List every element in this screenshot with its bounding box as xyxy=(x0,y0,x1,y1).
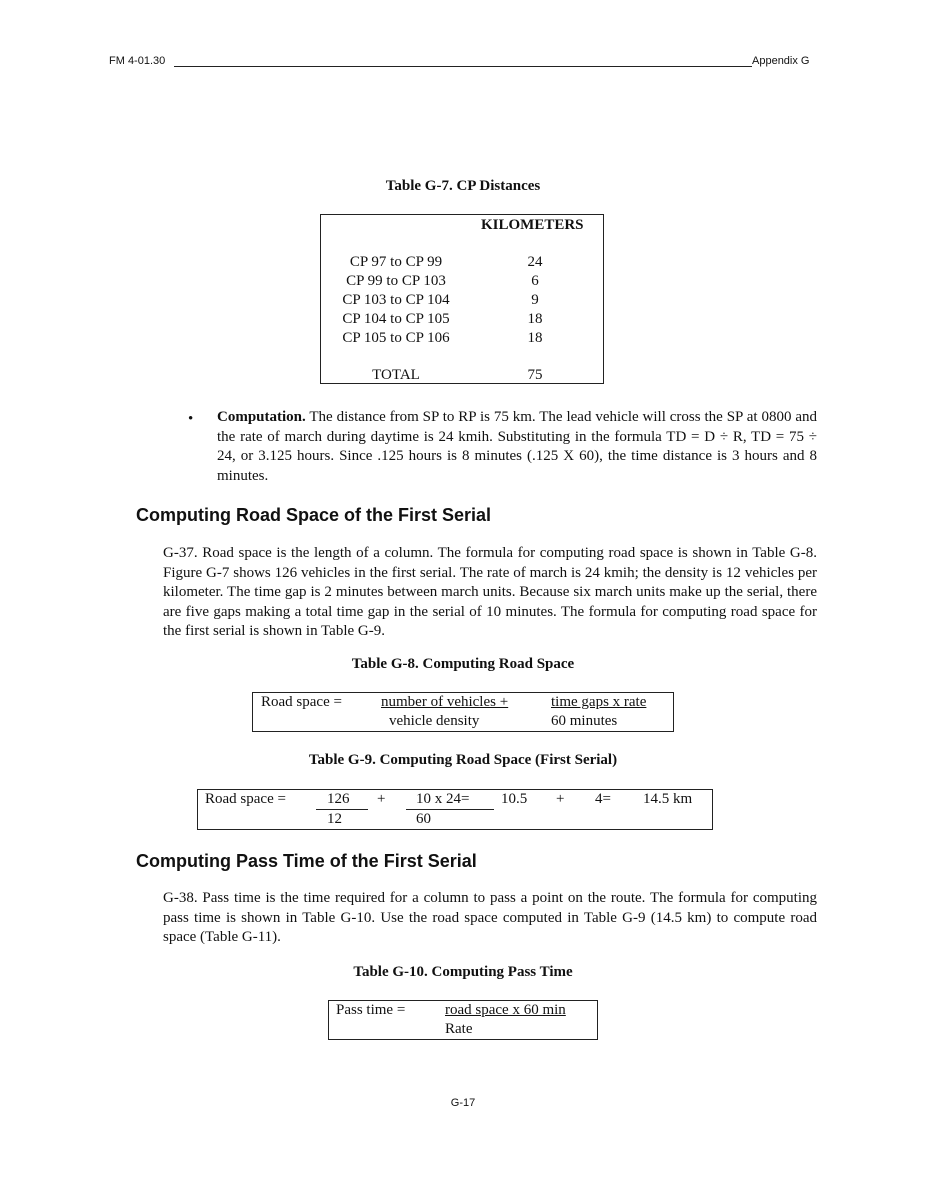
table-g8-caption: Table G-8. Computing Road Space xyxy=(351,656,575,672)
plus-sign: + xyxy=(377,791,386,807)
plus-sign: + xyxy=(556,791,565,807)
computation-label: Computation. xyxy=(217,409,306,425)
formula-result: 14.5 km xyxy=(643,791,693,807)
table-row xyxy=(321,330,603,349)
paragraph-g37: G-37. Road space is the length of a column. The formula for computing road space is shown in Table G-8. Figure G-7 shows 126 vehicles in the first serial. The rate of march is 24 kmih; the density is 12 vehicles per kilometer. The time gap is 2 minutes between march units. Because six march units make up the serial, there are five gaps making a total time gap in the serial of 10 minutes. The formula for computing road space for the first serial is shown in Table G-9. xyxy=(163,545,817,639)
fraction-denominator: vehicle density xyxy=(389,713,480,729)
header-appendix: Appendix G xyxy=(752,55,810,67)
fraction-denominator: 60 minutes xyxy=(551,713,618,729)
table-total-label: TOTAL xyxy=(372,367,420,383)
fraction-numerator: time gaps x rate xyxy=(551,694,647,710)
fraction-numerator: number of vehicles + xyxy=(381,694,509,710)
table-g7-caption: Table G-7. CP Distances xyxy=(385,178,541,194)
table-g10-formula-box xyxy=(328,1000,598,1040)
header-rule xyxy=(174,66,752,67)
table-g10-caption: Table G-10. Computing Pass Time xyxy=(353,964,573,980)
page-number: G-17 xyxy=(450,1097,476,1109)
fraction-numerator: 126 xyxy=(327,791,350,807)
table-row xyxy=(321,254,603,273)
computation-text: The distance from SP to RP is 75 km. The lead vehicle will cross the SP at 0800 and the rate of march during daytime is 24 kmih. Substituting in the formula TD = D ÷ R, TD = 75 ÷ 24, or 3.125 hours. Since .125 hours is 8 minutes (.125 X 60), the time distance is 3 hours and 8 minutes. xyxy=(217,409,817,484)
header-manual-id: FM 4-01.30 xyxy=(109,55,166,67)
fraction-bar xyxy=(406,809,494,810)
table-cell-segment: CP 103 to CP 104 xyxy=(342,292,450,308)
table-cell-km: 6 xyxy=(531,273,539,289)
bullet-marker: • xyxy=(188,411,194,427)
fraction-denominator: 12 xyxy=(327,811,342,827)
formula-label: Road space = xyxy=(261,694,342,710)
table-total-value: 75 xyxy=(527,367,543,383)
table-g8-formula-box xyxy=(252,692,674,732)
table-cell-segment: CP 99 to CP 103 xyxy=(346,273,446,289)
formula-label: Pass time = xyxy=(336,1002,406,1018)
section-heading-pass-time: Computing Pass Time of the First Serial xyxy=(136,851,477,871)
intermediate-value: 10.5 xyxy=(501,791,528,807)
table-row xyxy=(321,273,603,292)
table-g9-formula-box xyxy=(197,789,713,830)
table-row xyxy=(321,292,603,311)
table-cell-km: 18 xyxy=(527,311,543,327)
table-cell-km: 9 xyxy=(531,292,539,308)
table-cell-segment: CP 97 to CP 99 xyxy=(349,254,443,270)
intermediate-value: 4= xyxy=(595,791,611,807)
table-total-row xyxy=(321,367,603,386)
table-g9-caption: Table G-9. Computing Road Space (First Serial) xyxy=(308,752,618,768)
fraction-denominator: 60 xyxy=(416,811,431,827)
section-heading-road-space: Computing Road Space of the First Serial xyxy=(136,505,492,525)
table-cell-km: 18 xyxy=(527,330,543,346)
table-g7 xyxy=(320,214,604,384)
table-cell-segment: CP 105 to CP 106 xyxy=(342,330,450,346)
fraction-numerator: 10 x 24= xyxy=(416,791,470,807)
fraction-denominator: Rate xyxy=(445,1021,473,1037)
table-g7-column-header: KILOMETERS xyxy=(481,217,584,233)
table-cell-segment: CP 104 to CP 105 xyxy=(342,311,450,327)
computation-paragraph xyxy=(217,408,817,486)
table-cell-km: 24 xyxy=(527,254,543,270)
fraction-numerator: road space x 60 min xyxy=(445,1002,566,1018)
table-row xyxy=(321,311,603,330)
formula-label: Road space = xyxy=(205,791,286,807)
paragraph-g38: G-38. Pass time is the time required for a column to pass a point on the route. The formula for computing pass time is shown in Table G-10. Use the road space computed in Table G-9 (14.5 km) to compute road space (Table G-11). xyxy=(163,890,817,945)
fraction-bar xyxy=(316,809,368,810)
